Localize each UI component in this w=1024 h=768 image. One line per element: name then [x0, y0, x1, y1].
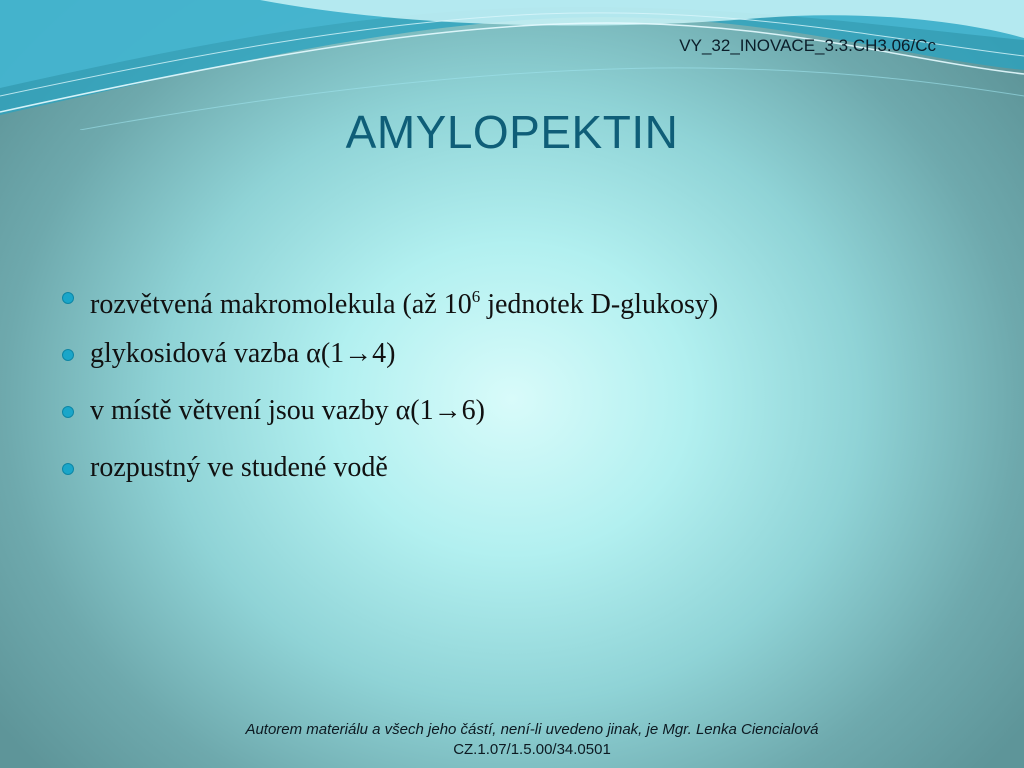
bullet-superscript: 6 — [471, 287, 481, 306]
bullet-dot-icon — [62, 349, 74, 361]
bullet-item — [62, 332, 718, 389]
bullet-text-part: rozvětvená makromolekula (až 10 — [90, 289, 472, 320]
slide-title: AMYLOPEKTIN — [345, 106, 679, 158]
bullet-dot-icon — [62, 292, 74, 304]
author-credit: Autorem materiálu a všech jeho částí, není-li uvedeno jinak, je Mgr. Lenka Ciencialová — [245, 721, 819, 738]
footer — [0, 720, 1024, 760]
bullet-dot-icon — [62, 406, 74, 418]
bullet-text-part: jednotek D-glukosy) — [480, 289, 719, 320]
bullet-text: rozpustný ve studené vodě — [90, 452, 388, 483]
bullet-item — [62, 446, 718, 503]
bullet-list — [62, 275, 718, 503]
bullet-item — [62, 275, 718, 332]
bullet-item — [62, 389, 718, 446]
bullet-text: v místě větvení jsou vazby α(1→6) — [90, 395, 485, 426]
bullet-dot-icon — [62, 463, 74, 475]
document-id: VY_32_INOVACE_3.3.CH3.06/Cc — [679, 36, 936, 55]
bullet-text: glykosidová vazba α(1→4) — [90, 338, 396, 369]
project-code: CZ.1.07/1.5.00/34.0501 — [453, 741, 611, 758]
